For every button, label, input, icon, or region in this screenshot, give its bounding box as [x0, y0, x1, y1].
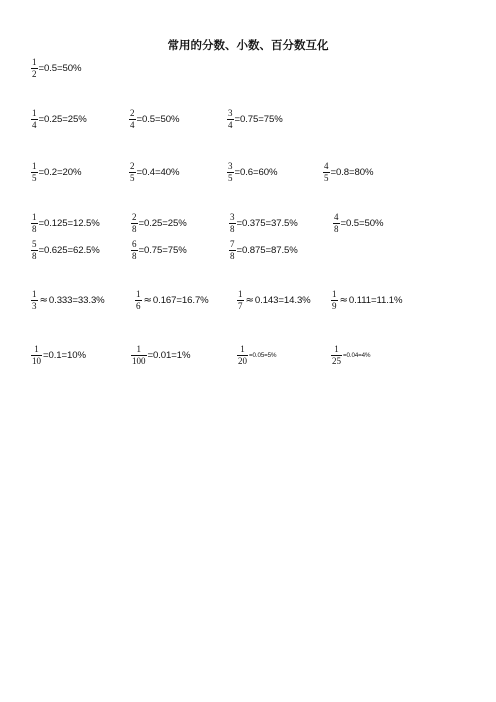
- fraction-numerator: 2: [132, 212, 137, 222]
- fraction-denominator: 100: [132, 356, 146, 366]
- conversion-entry: [227, 109, 283, 130]
- fraction-denominator: 3: [32, 301, 37, 311]
- fraction: [129, 109, 136, 130]
- fraction-numerator: 1: [32, 108, 37, 118]
- fraction-denominator: 5: [130, 173, 135, 183]
- conversion-entry: [229, 240, 298, 261]
- fraction-denominator: 4: [130, 120, 135, 130]
- decimal-percent-value: =0.01=1%: [147, 350, 191, 361]
- decimal-percent-value: 0.167=16.7%: [152, 295, 209, 306]
- fraction-denominator: 8: [32, 224, 37, 234]
- fraction: [31, 213, 38, 234]
- fraction-denominator: 8: [334, 224, 339, 234]
- fraction-numerator: 4: [324, 161, 329, 171]
- fraction: [131, 240, 138, 261]
- fraction-denominator: 6: [136, 301, 141, 311]
- conversion-entry: [331, 345, 370, 366]
- fraction-denominator: 8: [32, 251, 37, 261]
- conversion-entry: [131, 213, 187, 234]
- decimal-percent-value: =0.2=20%: [38, 167, 82, 178]
- decimal-percent-value: =0.04=4%: [343, 352, 371, 359]
- fraction-numerator: 1: [34, 344, 39, 354]
- fraction: [135, 290, 142, 311]
- fraction-denominator: 4: [228, 120, 233, 130]
- conversion-entry: [331, 290, 402, 311]
- fraction: [31, 58, 38, 79]
- decimal-percent-value: =0.6=60%: [234, 167, 278, 178]
- fraction-numerator: 3: [230, 212, 235, 222]
- fraction-denominator: 4: [32, 120, 37, 130]
- conversion-entry: [31, 213, 100, 234]
- page-title: 常用的分数、小数、百分数互化: [167, 38, 329, 52]
- approx-symbol: ≈: [143, 295, 152, 306]
- fraction-numerator: 1: [238, 289, 243, 299]
- fraction: [31, 345, 42, 366]
- fraction: [227, 109, 234, 130]
- fraction-denominator: 5: [324, 173, 329, 183]
- decimal-percent-value: =0.8=80%: [330, 167, 374, 178]
- fraction-numerator: 5: [32, 239, 37, 249]
- fraction-numerator: 1: [32, 161, 37, 171]
- decimal-percent-value: =0.4=40%: [136, 167, 180, 178]
- conversion-entry: [131, 240, 187, 261]
- fraction-numerator: 3: [228, 108, 233, 118]
- approx-symbol: ≈: [245, 295, 254, 306]
- conversion-entry: [323, 162, 373, 183]
- fraction: [237, 290, 244, 311]
- fraction: [333, 213, 340, 234]
- fraction: [31, 240, 38, 261]
- conversion-entry: [131, 345, 190, 366]
- decimal-percent-value: =0.75=75%: [234, 114, 283, 125]
- fraction-denominator: 25: [332, 356, 341, 366]
- fraction-denominator: 5: [228, 173, 233, 183]
- fraction-numerator: 1: [240, 344, 245, 354]
- fraction-denominator: 8: [132, 251, 137, 261]
- conversion-entry: [237, 290, 311, 311]
- decimal-percent-value: 0.333=33.3%: [48, 295, 105, 306]
- fraction-denominator: 7: [238, 301, 243, 311]
- fraction: [237, 345, 248, 366]
- conversion-entry: [31, 290, 105, 311]
- fraction-denominator: 8: [230, 251, 235, 261]
- decimal-percent-value: =0.125=12.5%: [38, 218, 100, 229]
- fraction-denominator: 9: [332, 301, 337, 311]
- fraction-numerator: 1: [32, 289, 37, 299]
- fraction-denominator: 8: [132, 224, 137, 234]
- fraction-numerator: 1: [32, 212, 37, 222]
- decimal-percent-value: =0.375=37.5%: [236, 218, 298, 229]
- decimal-percent-value: =0.25=25%: [138, 218, 187, 229]
- conversion-entry: [31, 345, 86, 366]
- conversion-entry: [129, 109, 179, 130]
- fraction: [129, 162, 136, 183]
- fraction-denominator: 10: [32, 356, 41, 366]
- fraction: [227, 162, 234, 183]
- conversion-entry: [129, 162, 179, 183]
- fraction-numerator: 1: [332, 289, 337, 299]
- fraction: [331, 290, 338, 311]
- fraction-denominator: 5: [32, 173, 37, 183]
- fraction-numerator: 3: [228, 161, 233, 171]
- decimal-percent-value: 0.143=14.3%: [254, 295, 311, 306]
- decimal-percent-value: =0.5=50%: [136, 114, 180, 125]
- decimal-percent-value: =0.5=50%: [38, 63, 82, 74]
- conversion-entry: [227, 162, 277, 183]
- fraction: [229, 213, 236, 234]
- fraction-numerator: 1: [136, 344, 141, 354]
- fraction: [31, 109, 38, 130]
- decimal-percent-value: 0.111=11.1%: [348, 295, 403, 306]
- decimal-percent-value: =0.75=75%: [138, 245, 187, 256]
- fraction-numerator: 1: [136, 289, 141, 299]
- fraction-numerator: 2: [130, 161, 135, 171]
- decimal-percent-value: =0.1=10%: [43, 350, 86, 361]
- fraction-denominator: 8: [230, 224, 235, 234]
- fraction-denominator: 2: [32, 69, 37, 79]
- fraction-numerator: 1: [334, 344, 339, 354]
- conversion-entry: [229, 213, 298, 234]
- fraction-numerator: 1: [32, 57, 37, 67]
- fraction: [31, 290, 38, 311]
- approx-symbol: ≈: [39, 295, 48, 306]
- decimal-percent-value: =0.875=87.5%: [236, 245, 298, 256]
- decimal-percent-value: =0.625=62.5%: [38, 245, 100, 256]
- fraction: [31, 162, 38, 183]
- conversion-entry: [31, 162, 81, 183]
- fraction-numerator: 2: [130, 108, 135, 118]
- fraction: [331, 345, 342, 366]
- conversion-entry: [237, 345, 276, 366]
- conversion-entry: [333, 213, 383, 234]
- fraction: [229, 240, 236, 261]
- fraction: [131, 345, 147, 366]
- fraction-denominator: 20: [238, 356, 247, 366]
- decimal-percent-value: =0.05=5%: [249, 352, 277, 359]
- fraction-numerator: 4: [334, 212, 339, 222]
- approx-symbol: ≈: [339, 295, 348, 306]
- conversion-entry: [31, 58, 81, 79]
- conversion-entry: [31, 240, 100, 261]
- conversion-entry: [135, 290, 209, 311]
- fraction-numerator: 6: [132, 239, 137, 249]
- decimal-percent-value: =0.25=25%: [38, 114, 87, 125]
- fraction: [323, 162, 330, 183]
- conversion-entry: [31, 109, 87, 130]
- fraction: [131, 213, 138, 234]
- decimal-percent-value: =0.5=50%: [340, 218, 384, 229]
- fraction-numerator: 7: [230, 239, 235, 249]
